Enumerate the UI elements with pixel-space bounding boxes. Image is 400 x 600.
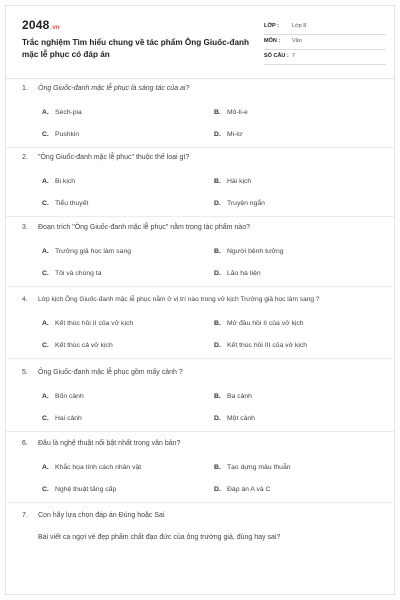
option-d[interactable] — [214, 131, 242, 138]
option-text: Ba cảnh — [227, 393, 252, 400]
question-number: 1. — [22, 85, 28, 92]
option-b[interactable] — [214, 248, 284, 255]
option-c[interactable] — [42, 486, 116, 493]
option-text: Hai cảnh — [55, 415, 82, 422]
option-c[interactable] — [42, 200, 88, 207]
option-text: Bốn cảnh — [55, 393, 84, 400]
true-false-statement: Bài viết ca ngợi vẻ đẹp phẩm chất đạo đức của ông trưởng giả, đúng hay sai? — [38, 534, 281, 541]
option-text: Tiểu thuyết — [55, 200, 89, 207]
option-a[interactable] — [42, 320, 133, 327]
option-b[interactable] — [214, 178, 251, 185]
option-text: Lão hà tiện — [227, 270, 261, 277]
option-letter: B. — [214, 109, 221, 116]
option-letter: B. — [214, 393, 221, 400]
option-letter: B. — [214, 464, 221, 471]
question-stem — [22, 512, 165, 519]
option-text: Tạo dựng mâu thuẫn — [227, 464, 291, 471]
option-letter: C. — [42, 200, 49, 207]
meta-row-lop — [264, 21, 386, 35]
question-number: 2. — [22, 154, 28, 161]
question-divider — [6, 216, 394, 217]
question-divider — [6, 286, 394, 287]
option-c[interactable] — [42, 270, 101, 277]
option-letter: A. — [42, 109, 49, 116]
option-letter: C. — [42, 270, 49, 277]
option-letter: A. — [42, 178, 49, 185]
header-divider — [6, 78, 394, 79]
option-letter: C. — [42, 415, 49, 422]
option-letter: B. — [214, 178, 221, 185]
option-text: Truyện ngắn — [227, 200, 265, 207]
question-text: Ông Giuốc-đanh mặc lễ phục gồm mấy cảnh ? — [38, 369, 183, 376]
option-c[interactable] — [42, 342, 113, 349]
option-text: Nghệ thuật tăng cấp — [55, 486, 117, 493]
meta-row-socau — [264, 51, 386, 65]
meta-value-socau: 7 — [292, 53, 296, 59]
option-b[interactable] — [214, 109, 248, 116]
option-letter: B. — [214, 248, 221, 255]
question-stem — [22, 85, 189, 92]
option-text: Bi kịch — [55, 178, 76, 185]
page-title: Trắc nghiệm Tìm hiểu chung về tác phẩm Ông Giuốc-đanh mặc lễ phục có đáp án — [22, 38, 250, 59]
option-text: Séch-pia — [55, 109, 82, 116]
option-text: Tôi và chúng ta — [55, 270, 102, 277]
question-text: Lớp kịch Ông Giuốc-đanh mặc lễ phục nằm ở vị trí nào trong vở kịch Trưởng giả học làm sang ? — [38, 296, 320, 303]
option-b[interactable] — [214, 393, 252, 400]
option-letter: D. — [214, 415, 221, 422]
meta-value-mon: Văn — [292, 38, 302, 44]
worksheet-page — [5, 5, 395, 595]
question-stem — [22, 154, 189, 161]
option-c[interactable] — [42, 131, 79, 138]
option-text: Một cảnh — [227, 415, 255, 422]
option-letter: A. — [42, 320, 49, 327]
question-text: "Ông Giuốc-đanh mặc lễ phục" thuộc thể loại gì? — [38, 154, 190, 161]
option-letter: C. — [42, 486, 49, 493]
question-text: Con hãy lựa chọn đáp án Đúng hoặc Sai — [38, 512, 165, 519]
option-text: Mở đầu hồi II của vở kịch — [227, 320, 304, 327]
meta-row-mon — [264, 36, 386, 50]
meta-label-mon: MÔN : — [264, 38, 281, 44]
option-text: Kết thúc hồi II của vở kịch — [55, 320, 134, 327]
worksheet-header — [18, 18, 384, 66]
option-text: Mô-li-e — [227, 109, 248, 116]
option-letter: A. — [42, 393, 49, 400]
option-b[interactable] — [214, 320, 304, 327]
option-text: Trưởng giả học làm sang — [55, 248, 132, 255]
option-d[interactable] — [214, 200, 265, 207]
question-number: 3. — [22, 224, 28, 231]
option-letter: A. — [42, 464, 49, 471]
option-d[interactable] — [214, 270, 261, 277]
option-letter: D. — [214, 131, 221, 138]
question-text: Đâu là nghệ thuật nổi bật nhất trong văn bản? — [38, 440, 181, 447]
meta-label-socau: SỐ CÂU : — [264, 53, 289, 59]
question-text: Đoạn trích "Ông Giuốc-đanh mặc lễ phục" nằm trong tác phẩm nào? — [38, 224, 250, 231]
option-letter: A. — [42, 248, 49, 255]
question-number: 5. — [22, 369, 28, 376]
question-divider — [6, 358, 394, 359]
option-a[interactable] — [42, 248, 131, 255]
question-stem — [22, 296, 320, 303]
question-text: Ông Giuốc-đanh mặc lễ phục là sáng tác của ai? — [38, 85, 190, 92]
option-letter: D. — [214, 342, 221, 349]
option-text: Người bệnh tưởng — [227, 248, 284, 255]
question-stem — [22, 440, 180, 447]
option-d[interactable] — [214, 342, 307, 349]
question-divider — [6, 147, 394, 148]
option-text: Kết thúc cả vở kịch — [55, 342, 113, 349]
option-letter: D. — [214, 270, 221, 277]
option-letter: C. — [42, 342, 49, 349]
meta-panel — [264, 21, 386, 66]
option-a[interactable] — [42, 178, 75, 185]
option-d[interactable] — [214, 415, 255, 422]
option-text: Mi-lơ — [227, 131, 243, 138]
question-divider — [6, 502, 394, 503]
option-letter: B. — [214, 320, 221, 327]
option-c[interactable] — [42, 415, 82, 422]
meta-value-lop: Lớp 8 — [292, 23, 307, 29]
option-text: Kết thúc hồi III của vở kịch — [227, 342, 308, 349]
option-letter: C. — [42, 131, 49, 138]
question-stem — [22, 369, 183, 376]
option-a[interactable] — [42, 464, 141, 471]
site-logo[interactable] — [22, 18, 60, 32]
option-text: Khắc họa tính cách nhân vật — [55, 464, 142, 471]
question-number: 6. — [22, 440, 28, 447]
option-d[interactable] — [214, 486, 270, 493]
option-a[interactable] — [42, 109, 82, 116]
option-text: Đáp án A và C — [227, 486, 271, 493]
option-b[interactable] — [214, 464, 291, 471]
question-number: 4. — [22, 296, 28, 303]
option-letter: D. — [214, 486, 221, 493]
logo-suffix: .vn — [50, 25, 60, 31]
logo-text: 2048 — [22, 18, 50, 32]
question-number: 7. — [22, 512, 28, 519]
question-divider — [6, 431, 394, 432]
option-a[interactable] — [42, 393, 84, 400]
meta-label-lop: LỚP : — [264, 23, 279, 29]
option-letter: D. — [214, 200, 221, 207]
question-stem — [22, 224, 250, 231]
option-text: Hài kịch — [227, 178, 252, 185]
option-text: Pushkin — [55, 131, 80, 138]
